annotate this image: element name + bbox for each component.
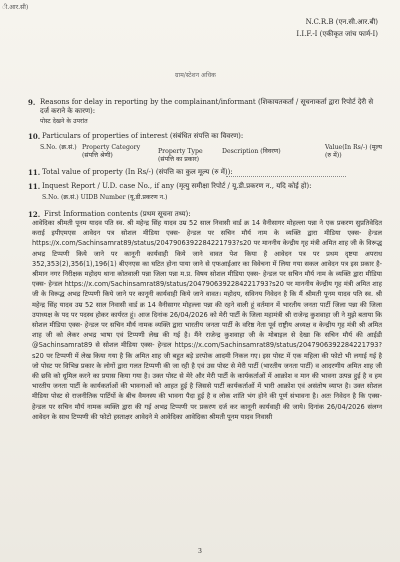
item9-number: 9.: [28, 98, 36, 107]
item10-number: 10.: [28, 132, 41, 141]
inquest-label: Inquest Report / U.D. case No., if any (मृत्यु समीक्षा रिपोर्ट / यू.डी.प्रकरण न., यदि कोई हो):: [42, 182, 312, 190]
col-type: Property Type (संपत्ति का प्रकार): [158, 148, 203, 163]
inquest-sub: S.No. (क्र.सं.) UIDB Number (यू.डी.प्रकरण न.): [42, 194, 168, 201]
inquest-number: 11.: [28, 182, 41, 191]
fir-label: First Information contents (प्रथम सूचना तथ्य):: [44, 210, 191, 218]
corner-text: ी.आर.सी): [2, 4, 29, 11]
col-description: Description (विवरण): [222, 148, 281, 155]
item9-value: पोस्ट देखने के उपरांत: [40, 118, 88, 125]
item11-number: 11.: [28, 168, 41, 177]
item11-blank-line: [226, 176, 346, 177]
fir-number: 12.: [28, 210, 41, 219]
col-category: Property Category (संपत्ति श्रेणी): [82, 144, 141, 159]
item11-label: Total value of property (In Rs/-) (संपत्ति का कुल मूल्य (रु में)):: [42, 168, 233, 176]
fir-body: [32, 218, 382, 422]
item9-label: Reasons for delay in reporting by the complainant/informant (शिकायतकर्ता / सूचनाकर्ता द्वारा रिपोर्ट देरी से दर्ज कराने के कारण):: [40, 98, 374, 115]
iif-header: I.I.F.-I (एकीकृत जांच फार्म-I): [296, 30, 378, 38]
fir-text: आवेदिका श्रीमती पूनम यादव पति स्व. श्री महेन्द्र सिंह यादव उम्र 52 साल निवासी वार्ड क्र 14 वैनीसागर मोहल्ला पन्ना ने एक प्रकरण सुप्रतिवेदित कराई इपीएमएस आवेदन पत्र सोशल मीडिया एक्स- हेन्डल पर सचिन मौर्य नाम के व्यक्ति द्वारा मीडिया एक्स- हेन्डल https://x.com/Sachinsamrat89/status/2047906392284221793?s20 पर माननीय केन्द्रीय गृह मंत्री अमित शाह जी के विरूद्ध अभद्र टिप्पणी किये जाने पर कानूनी कार्यवाही किये जाने वावत पेश किया है आवेदन पत्र पर प्रथम दृष्टया अपराध 352,353(2),356(1),196(1) बीएनएस का घटित होना पाया जाने से एफआईआर का विवेचना में लिया गया सकल आवेदन पत्र इस प्रकार है- श्रीमान नगर निरीक्षक महोदय थाना कोतवाली पन्ना जिला पन्ना म.प्र. विषय सोशल मीडिया एक्स- हेन्डल पर सचिन मौर्य नाम के व्यक्ति द्वारा मीडिया एक्स- हेन्डल https://x.com/Sachinsamrat89/status/2047906392284221793?s20 पर माननीय केन्द्रीय गृह मंत्री अमित शाह जी के विरूद्ध अभद्र टिप्पणी किये जाने पर कानूनी कार्यवाही किये जाने वावत। महोदय, सविनय निवेदन है कि मैं श्रीमती पूनम यादव पति स्व. श्री महेन्द्र सिंह यादव उम्र 52 साल निवासी वार्ड क्र 14 वैनीसागर मोहल्ला पन्ना की रहने वाली हूं वर्तमान में भारतीय जनता पार्टी जिला पन्ना की जिला उपाध्यक्ष के पद पर पदस्थ होकर कार्यरत हूं। आज दिनांक 26/04/2026 को मेरी पार्टी के जिला महामंत्री श्री राजेन्द्र कुशवाहा जी ने मुझे बताया कि सोशल मीडिया एक्स- हेन्डल पर सचिन मौर्य नामक व्यक्ति द्वारा भारतीय जनता पार्टी के वरिष्ठ नेता पूर्व राष्ट्रीय अध्यक्ष व केन्द्रीय गृह मंत्री श्री अमित शाह जी को लेकर अभद्र भाषा एवं टिप्पणी लेख की गई है। मैंने राजेन्द्र कुशवाहा जी के मोबाइल से देखा कि सचिन मौर्य की आईडी @Sachinsamrat89 से सोशल मीडिया एक्स- हेन्डल https://x.com/Sachinsamrat89/status/2047906392284221793?s20 पर टिप्पणी में लेख किया गया है कि अमित शाह जी बहुत बड़े डरपोक आदमी निकल गए। इस पोस्ट में एक महिला की फोटो भी लगाई गई है जो पोस्ट पर विभिन्न प्रकार के लोगों द्वारा गलत टिप्पणी की जा रही है एवं उस पोस्ट से मेरी पार्टी (भारतीय जनता पार्टी) व आदरणीय अमित शाह जी की छवि को धूमिल करने का प्रयास किया गया है। उक्त पोस्ट से मेरे और मेरी पार्टी के कार्यकर्ताओं में आक्रोश व मान की भावना उत्पन्न हुई है व हम भारतीय जनता पार्टी के कार्यकर्ताओं की भावनाओं को आहत हुई है जिससे पार्टी कार्यकर्ताओं में भारी आक्रोश एवं असंतोष व्याप्त है। उक्त सोशल मीडिया पोस्ट से राजनीतिक पार्टियों के बीच वैमनस्य की भावना पैदा हुई है व लोक शांति भंग होने की पूर्ण संभावना है। अतः निवेदन है कि एक्स- हेन्डल पर सचिन मौर्य नामक व्यक्ति द्वारा की गई अभद्र टिप्पणी पर प्रकरण दर्ज कर कानूनी कार्यवाही की जाये। दिनांक 26/04/2026 संलग्न आवेदन के साथ टिप्पणी की फोटो हस्ताक्षर आवेदने मे आवेदिका आवेदिका श्रीमती पूनम यादव निवासी: [32, 219, 382, 421]
col-sno: S.No. (क्र.सं.): [40, 144, 77, 151]
item10-label: Particulars of properties of interest (संबंधित संपत्ति का विवरण):: [42, 132, 244, 140]
station-note: ग्राम/स्टेशन अधिक: [175, 72, 216, 79]
col-value: Value(In Rs/-) (मूल्य (रु में)): [325, 144, 382, 159]
page-number: 3: [198, 548, 202, 555]
ncrb-header: N.C.R.B (एन.सी.आर.बी): [305, 18, 378, 26]
